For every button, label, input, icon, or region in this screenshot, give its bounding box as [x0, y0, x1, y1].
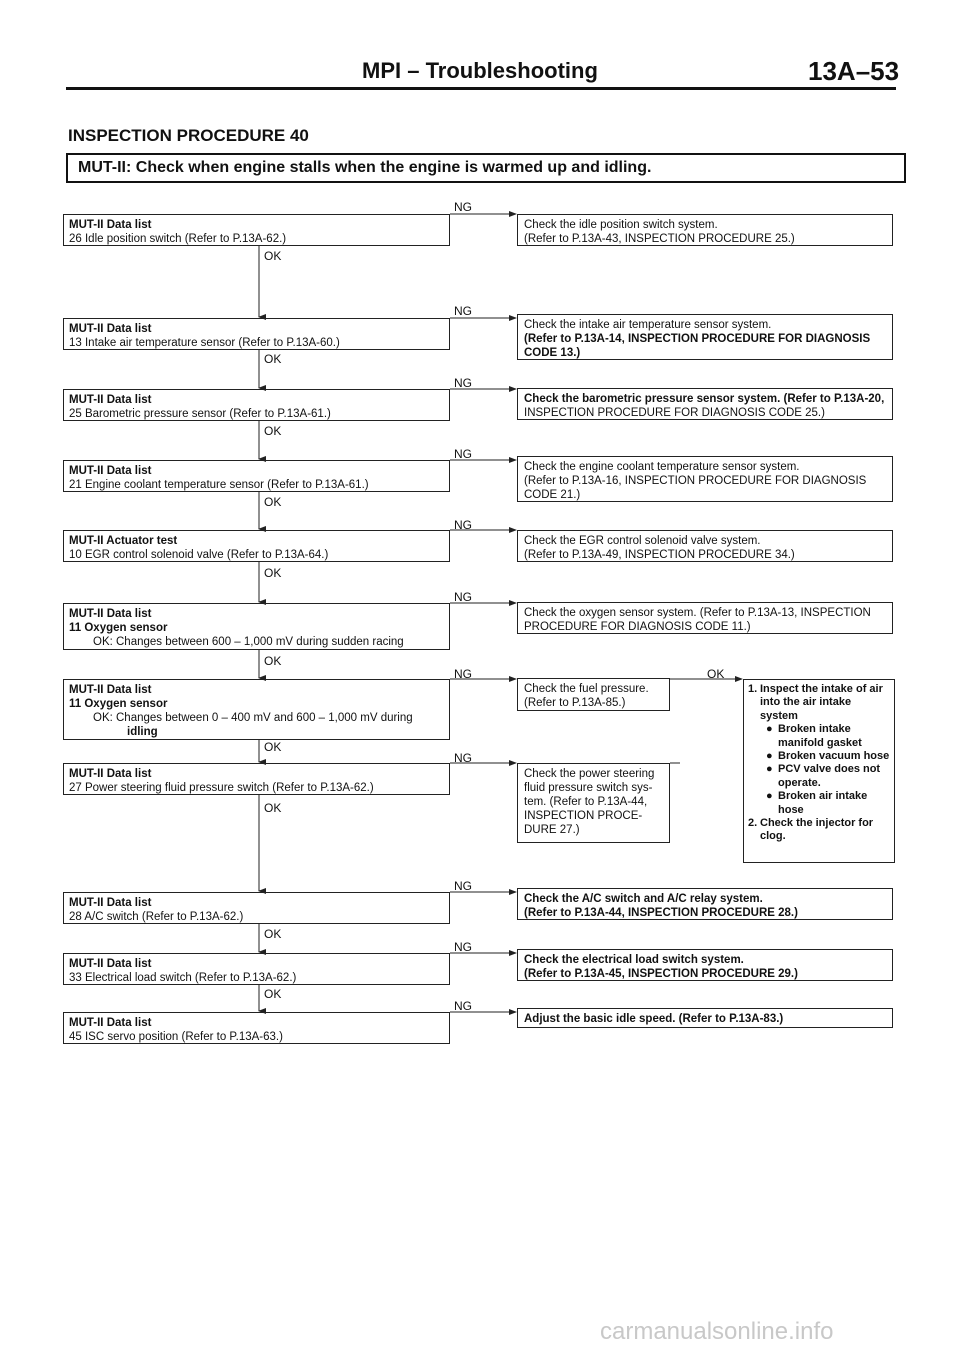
step-box-9 — [63, 892, 450, 924]
step-11-title: MUT-II Data list — [69, 1017, 152, 1029]
ok-label: OK — [264, 424, 282, 438]
step-6-title: MUT-II Data list — [69, 608, 152, 620]
step-box-5 — [63, 530, 450, 562]
ng-action-3-line: Check the barometric pressure sensor system. (Refer to P.13A-20, — [524, 393, 885, 405]
step-7-title: MUT-II Data list — [69, 684, 152, 696]
step-box-11 — [63, 1012, 450, 1044]
page-number: 13A–53 — [808, 56, 900, 86]
ok-label: OK — [264, 740, 282, 754]
ng-action-3 — [517, 388, 893, 420]
ok-label: OK — [264, 495, 282, 509]
step-1-item: 26 Idle position switch (Refer to P.13A-62.) — [69, 233, 287, 245]
bullet-icon: ● — [766, 750, 773, 763]
ng-action-4-line: Check the engine coolant temperature sensor system. — [524, 461, 800, 473]
step-5-title: MUT-II Actuator test — [69, 535, 178, 547]
ng-action-1 — [517, 214, 893, 246]
ng-label: NG — [454, 304, 472, 318]
ng-label: NG — [454, 590, 472, 604]
ok-label: OK — [264, 927, 282, 941]
step-9-title: MUT-II Data list — [69, 897, 152, 909]
step-10-item: 33 Electrical load switch (Refer to P.13A-62.) — [69, 972, 297, 984]
step-7-ok-condition-cont: idling — [127, 726, 158, 738]
intake-inspection-box — [743, 679, 895, 863]
side-item-1-num: 1. — [748, 683, 758, 695]
ng-action-8 — [517, 763, 670, 843]
step-11-item: 45 ISC servo position (Refer to P.13A-63.) — [69, 1031, 283, 1043]
ng-action-4-ref-cont: CODE 21.) — [524, 489, 581, 501]
step-2-title: MUT-II Data list — [69, 323, 152, 335]
ng-action-4 — [517, 456, 893, 502]
step-6-ok-condition: OK: Changes between 600 – 1,000 mV during sudden racing — [93, 636, 404, 648]
ng-label: NG — [454, 751, 472, 765]
ng-action-8-line-2: fluid pressure switch sys- — [524, 782, 653, 794]
ng-action-10-line: Check the electrical load switch system. — [524, 954, 744, 966]
ng-action-6-line: Check the oxygen sensor system. (Refer to P.13A-13, INSPECTION — [524, 607, 871, 619]
ok-label: OK — [264, 654, 282, 668]
ng-action-7-line: Check the fuel pressure. — [524, 683, 649, 695]
step-box-1 — [63, 214, 450, 246]
ng-action-5-ref: (Refer to P.13A-49, INSPECTION PROCEDURE 34.) — [524, 549, 795, 561]
ng-action-4-ref: (Refer to P.13A-16, INSPECTION PROCEDURE FOR DIAGNOSIS — [524, 475, 867, 487]
side-subitem-air-hose: Broken air intake hose — [778, 790, 868, 816]
ng-action-10-ref: (Refer to P.13A-45, INSPECTION PROCEDURE 29.) — [524, 968, 798, 980]
bullet-icon: ● — [766, 723, 773, 736]
step-1-title: MUT-II Data list — [69, 219, 152, 231]
step-3-title: MUT-II Data list — [69, 394, 152, 406]
step-7-ok-condition: OK: Changes between 0 – 400 mV and 600 – 1,000 mV during — [93, 712, 413, 724]
step-box-2 — [63, 318, 450, 350]
step-8-title: MUT-II Data list — [69, 768, 152, 780]
step-6-item: 11 Oxygen sensor — [69, 622, 168, 634]
step-box-10 — [63, 953, 450, 985]
ok-label: OK — [264, 566, 282, 580]
ng-label: NG — [454, 940, 472, 954]
ng-label: NG — [454, 667, 472, 681]
ng-label: NG — [454, 879, 472, 893]
side-subitem-gasket: Broken intake manifold gasket — [778, 723, 862, 749]
ng-label: NG — [454, 999, 472, 1013]
step-box-7 — [63, 679, 450, 740]
step-box-3 — [63, 389, 450, 421]
side-subitem-vacuum-hose: Broken vacuum hose — [778, 750, 890, 763]
bullet-icon: ● — [766, 763, 773, 776]
procedure-banner: MUT-II: Check when engine stalls when the engine is warmed up and idling. — [66, 153, 906, 183]
step-5-item: 10 EGR control solenoid valve (Refer to P.13A-64.) — [69, 549, 329, 561]
ok-label: OK — [264, 352, 282, 366]
ng-label: NG — [454, 200, 472, 214]
step-4-title: MUT-II Data list — [69, 465, 152, 477]
ng-label: NG — [454, 376, 472, 390]
side-item-2-text: Check the injector for clog. — [760, 817, 874, 843]
ok-label: OK — [264, 987, 282, 1001]
step-8-item: 27 Power steering fluid pressure switch (Refer to P.13A-62.) — [69, 782, 374, 794]
step-box-6 — [63, 603, 450, 650]
ng-label: NG — [454, 447, 472, 461]
procedure-title: INSPECTION PROCEDURE 40 — [68, 126, 309, 145]
side-item-1-text: Inspect the intake of air into the air intake system — [760, 683, 883, 722]
ng-action-5 — [517, 530, 893, 562]
step-2-item: 13 Intake air temperature sensor (Refer to P.13A-60.) — [69, 337, 340, 349]
ok-label: OK — [264, 801, 282, 815]
ng-action-8-line-3: tem. (Refer to P.13A-44, — [524, 796, 648, 808]
step-4-item: 21 Engine coolant temperature sensor (Refer to P.13A-61.) — [69, 479, 369, 491]
ng-action-7 — [517, 678, 670, 711]
ng-action-5-line: Check the EGR control solenoid valve system. — [524, 535, 761, 547]
watermark: carmanualsonline.info — [600, 1318, 834, 1345]
ng-action-6-ref: PROCEDURE FOR DIAGNOSIS CODE 11.) — [524, 621, 751, 633]
step-3-item: 25 Barometric pressure sensor (Refer to P.13A-61.) — [69, 408, 331, 420]
ng-action-2-ref-cont: CODE 13.) — [524, 347, 581, 359]
ng-action-9-line: Check the A/C switch and A/C relay system. — [524, 893, 763, 905]
ng-action-8-line: Check the power steering — [524, 768, 655, 780]
ng-action-1-line: Check the idle position switch system. — [524, 219, 718, 231]
ok-label: OK — [264, 249, 282, 263]
step-7-item: 11 Oxygen sensor — [69, 698, 168, 710]
ng-action-11-line: Adjust the basic idle speed. (Refer to P.13A-83.) — [524, 1013, 784, 1025]
ng-action-7-ref: (Refer to P.13A-85.) — [524, 697, 626, 709]
ng-label: NG — [454, 518, 472, 532]
ok-label: OK — [707, 667, 725, 681]
ng-action-2-line: Check the intake air temperature sensor system. — [524, 319, 772, 331]
ng-action-3-ref: INSPECTION PROCEDURE FOR DIAGNOSIS CODE 25.) — [524, 407, 825, 419]
ng-action-2 — [517, 314, 893, 360]
ng-action-8-line-5: DURE 27.) — [524, 824, 580, 836]
ng-action-9-ref: (Refer to P.13A-44, INSPECTION PROCEDURE 28.) — [524, 907, 798, 919]
bullet-icon: ● — [766, 790, 773, 803]
step-10-title: MUT-II Data list — [69, 958, 152, 970]
ng-action-2-ref: (Refer to P.13A-14, INSPECTION PROCEDURE FOR DIAGNOSIS — [524, 333, 871, 345]
ng-action-10 — [517, 949, 893, 981]
ng-action-1-ref: (Refer to P.13A-43, INSPECTION PROCEDURE 25.) — [524, 233, 795, 245]
ng-action-9 — [517, 888, 893, 920]
ng-action-11 — [517, 1008, 893, 1028]
side-subitem-pcv-valve: PCV valve does not operate. — [778, 763, 881, 789]
ng-action-6 — [517, 602, 893, 634]
page-header-title: MPI – Troubleshooting — [362, 58, 598, 83]
side-item-2-num: 2. — [748, 817, 758, 830]
step-9-item: 28 A/C switch (Refer to P.13A-62.) — [69, 911, 244, 923]
step-box-4 — [63, 460, 450, 492]
ng-action-8-line-4: INSPECTION PROCE- — [524, 810, 643, 822]
step-box-8 — [63, 763, 450, 795]
